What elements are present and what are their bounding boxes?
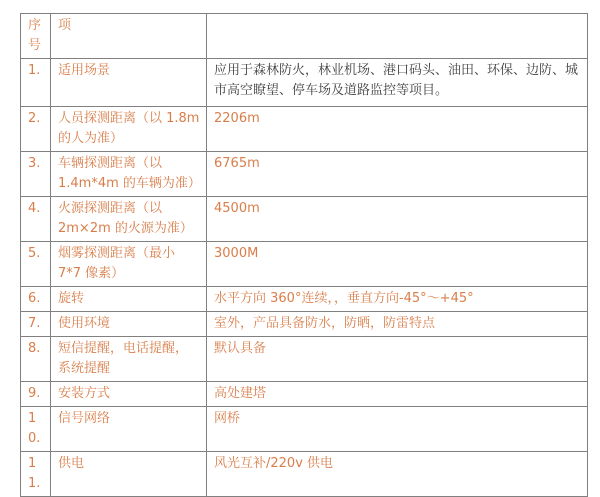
item-cell: 短信提醒，电话提醒，系统提醒	[51, 337, 207, 382]
row-number-cell: 8.	[21, 337, 51, 382]
header-cell-value	[207, 14, 588, 59]
item-cell: 旋转	[51, 287, 207, 312]
item-cell: 火源探测距离（以 2m×2m 的火源为准）	[51, 197, 207, 242]
value-cell: 默认具备	[207, 337, 588, 382]
table-row	[21, 152, 588, 197]
item-cell: 适用场景	[51, 59, 207, 107]
value-cell: 室外，产品具备防水，防晒，防雷特点	[207, 312, 588, 337]
value-cell: 风光互补/220v 供电	[207, 452, 588, 497]
row-number-cell: 6.	[21, 287, 51, 312]
row-number-cell: 5.	[21, 242, 51, 287]
header-cell-index: 序号	[21, 14, 51, 59]
table-body	[21, 59, 588, 497]
item-cell: 烟雾探测距离（最小 7*7 像素）	[51, 242, 207, 287]
table-row	[21, 337, 588, 382]
row-number-cell: 1.	[21, 59, 51, 107]
table-row	[21, 312, 588, 337]
table-header-row	[21, 14, 588, 59]
table-row	[21, 452, 588, 497]
value-cell: 2206m	[207, 107, 588, 152]
row-number-cell: 11.	[21, 452, 51, 497]
table-row	[21, 287, 588, 312]
row-number-cell: 7.	[21, 312, 51, 337]
table-row	[21, 197, 588, 242]
table-row	[21, 242, 588, 287]
spec-table	[20, 13, 588, 497]
table-row	[21, 107, 588, 152]
table-row	[21, 407, 588, 452]
item-cell: 使用环境	[51, 312, 207, 337]
value-cell: 4500m	[207, 197, 588, 242]
item-cell: 供电	[51, 452, 207, 497]
table-row	[21, 59, 588, 107]
value-cell: 水平方向 360°连续，，垂直方向-45°～+45°	[207, 287, 588, 312]
row-number-cell: 4.	[21, 197, 51, 242]
row-number-cell: 2.	[21, 107, 51, 152]
item-cell: 安装方式	[51, 382, 207, 407]
table-row	[21, 382, 588, 407]
header-cell-item: 项	[51, 14, 207, 59]
row-number-cell: 10.	[21, 407, 51, 452]
value-cell: 高处建塔	[207, 382, 588, 407]
item-cell: 车辆探测距离（以 1.4m*4m 的车辆为准）	[51, 152, 207, 197]
value-cell: 应用于森林防火，林业机场、港口码头、油田、环保、边防、城市高空瞭望、停车场及道路监控等项目。	[207, 59, 588, 107]
row-number-cell: 9.	[21, 382, 51, 407]
value-cell: 3000M	[207, 242, 588, 287]
item-cell: 人员探测距离（以 1.8m 的人为准）	[51, 107, 207, 152]
value-cell: 网桥	[207, 407, 588, 452]
row-number-cell: 3.	[21, 152, 51, 197]
value-cell: 6765m	[207, 152, 588, 197]
item-cell: 信号网络	[51, 407, 207, 452]
